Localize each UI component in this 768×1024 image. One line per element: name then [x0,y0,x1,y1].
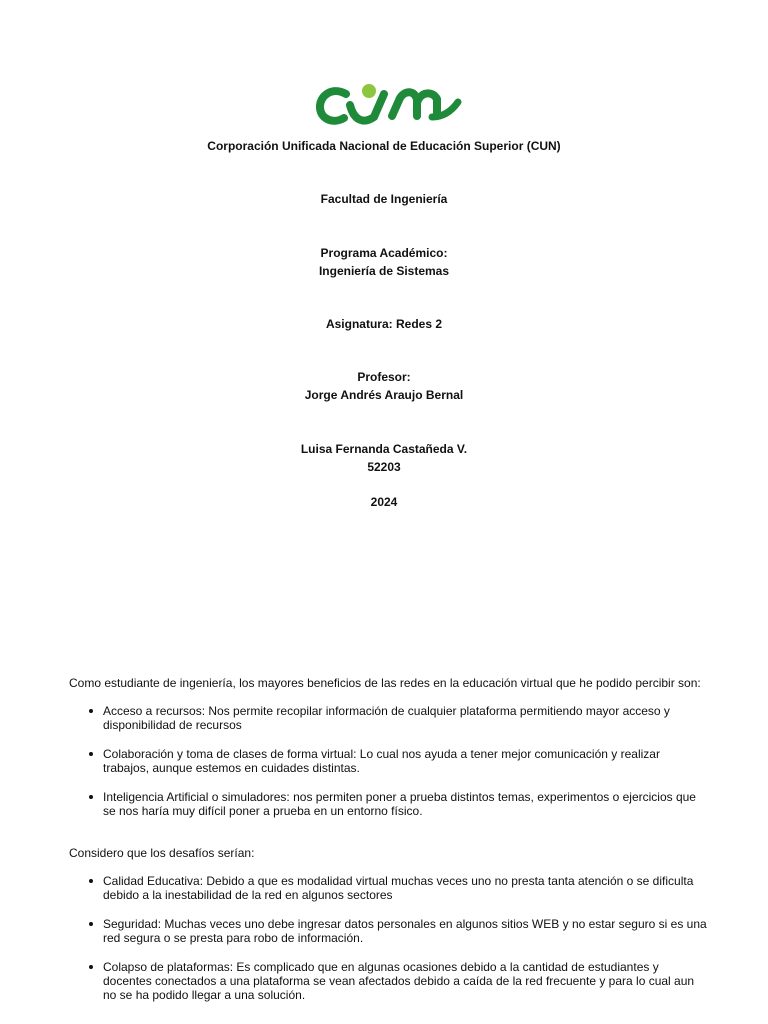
faculty-name: Facultad de Ingeniería [320,192,448,206]
bullet-icon [89,752,93,756]
bullet-icon [89,795,93,799]
benefits-list [69,704,709,833]
challenges-list [69,874,709,1017]
program-name: Ingeniería de Sistemas [318,264,450,278]
list-item-text: Colaboración y toma de clases de forma virtual: Lo cual nos ayuda a tener mejor comunicación y realizar trabajos, aunque estemos en cuidades distintas. [103,747,660,775]
program-label: Programa Académico: [320,246,448,260]
list-item [69,704,709,732]
cun-logo [316,78,462,130]
list-item-text: Colapso de plataformas: Es complicado que en algunas ocasiones debido a la cantidad de estudiantes y docentes conectados a una plataforma se vean afectados debido a caída de la red frecuente y para lo cual aun no se ha podido llegar a una solución. [103,960,695,1002]
subject-title: Asignatura: Redes 2 [325,317,443,331]
student-name: Luisa Fernanda Castañeda V. [300,442,468,456]
list-item [69,747,709,775]
list-item-text: Seguridad: Muchas veces uno debe ingresar datos personales en algunos sitios WEB y no estar seguro si es una red segura o se presta para robo de información. [103,917,707,945]
list-item-text: Inteligencia Artificial o simuladores: nos permiten poner a prueba distintos temas, experimentos o ejercicios que se nos haría muy difícil poner a prueba en un entorno físico. [103,790,696,818]
bullet-icon [89,879,93,883]
list-item [69,790,709,818]
institution-name: Corporación Unificada Nacional de Educación Superior (CUN) [207,139,561,153]
list-item-text: Acceso a recursos: Nos permite recopilar información de cualquier plataforma permitiendo mayor acceso y disponibilidad de recursos [103,704,670,732]
bullet-icon [89,922,93,926]
list-item-text: Calidad Educativa: Debido a que es modalidad virtual muchas veces uno no presta tanta atención o se dificulta debido a la inestabilidad de la red en algunos sectores [103,874,694,902]
list-item [69,874,709,902]
professor-label: Profesor: [357,370,411,384]
list-item [69,917,709,945]
bullet-icon [89,709,93,713]
student-id: 52203 [367,460,401,474]
list-item [69,960,709,1002]
challenges-intro: Considero que los desafíos serían: [69,846,255,860]
benefits-intro: Como estudiante de ingeniería, los mayores beneficios de las redes en la educación virtual que he podido percibir son: [69,676,701,690]
year: 2024 [370,495,398,509]
professor-name: Jorge Andrés Araujo Bernal [304,388,464,402]
bullet-icon [89,965,93,969]
